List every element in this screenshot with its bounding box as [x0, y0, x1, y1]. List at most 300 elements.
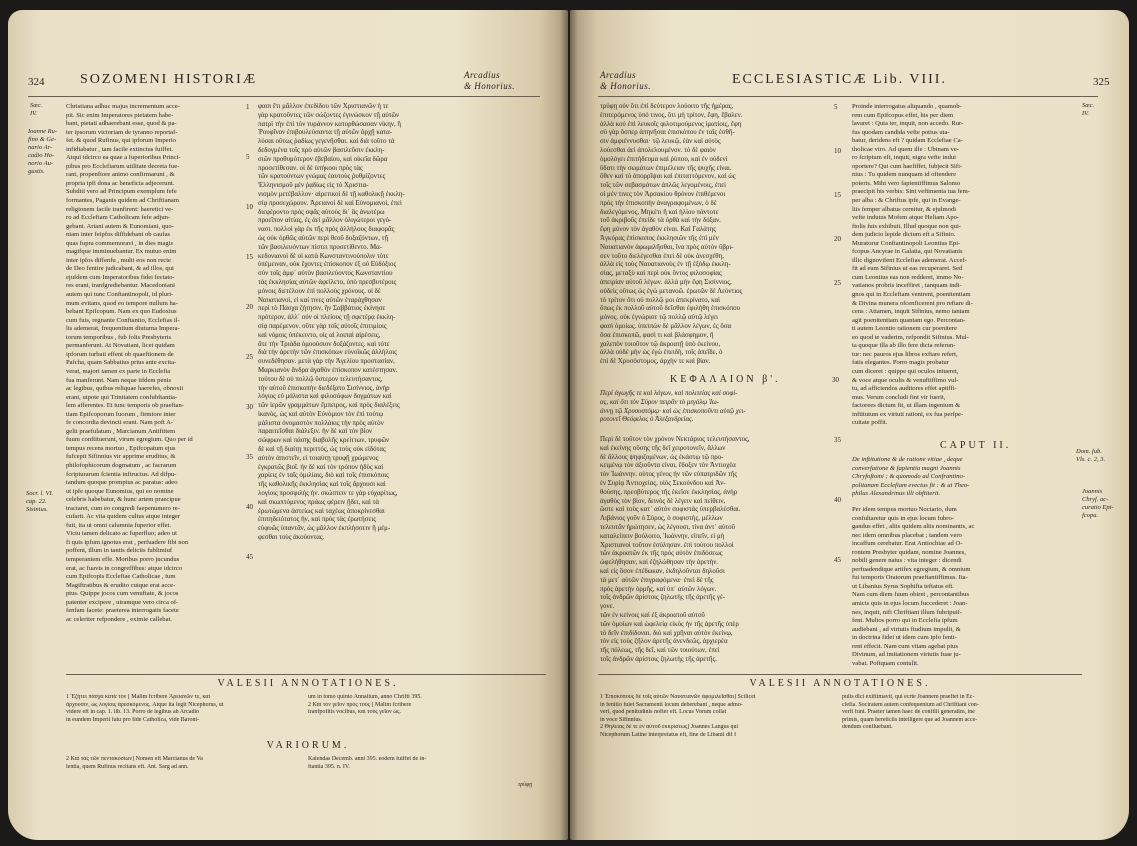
- text-line: τὰς ἐκκλησίας αὐτῶν ἀφείλετο, ὑπὸ πρεσβυτέροις: [258, 278, 397, 286]
- page-number: 325: [1093, 76, 1110, 88]
- text-line: patenter excipere , utramque vero circa of-: [66, 598, 179, 606]
- greek-column: [600, 103, 832, 369]
- text-line: λογίοις προσφιλὴς ἦν. σκώπτειν τε γὰρ εὐχαρίτως,: [258, 490, 398, 498]
- text-line: τῶν κρατούντων γνώμας ἑαυτοὺς ῥυθμίζοντες: [258, 173, 386, 181]
- text-line: ἐρωτώμενα ἀστείως καὶ ταχέως ἀποκρίνεσθαι: [258, 507, 385, 515]
- text-line: τρύφῃ οὖν ὅτι ἐπὶ δεύτερον λούοιτο τῆς ἡμέρας,: [600, 103, 734, 110]
- text-line: τοῖς τῶν σεβασμάτων ἁπλῶς λεγομένοις, ἐπεὶ: [600, 182, 726, 190]
- text-line: ti autem Leontio rationem cur poenitere: [852, 325, 957, 333]
- valesii-title: VALESII ANNOTATIONES.: [749, 678, 931, 689]
- text-line: fufcepit Sifinnius vir apprime eruditus, &: [66, 453, 176, 461]
- text-line: praecipit his verbis: Sint veftimenta tua fem-: [852, 188, 970, 196]
- line-number: 5: [834, 103, 838, 111]
- text-line: τελευτᾶν ἠρώτησεν, ὡς λέγουσι, τίνα ἀντ᾽ αὐτοῦ: [600, 523, 736, 531]
- text-line: fi quis ipfum ignotus erat , perfuadere fibi non: [66, 538, 189, 546]
- text-line: per alba : & Chriftus ipfe, qui in Evange-: [852, 197, 961, 205]
- text-line: ἀλλὰ εἰς τοὺς Ναυατιανοὺς ἐν τῇ ἐξόδῳ ἐκκλη-: [600, 261, 731, 269]
- text-line: πατρὶ τὴν ἐπὶ τὸν τυράννον κατορθώσασαν νίκην, ἣ: [258, 120, 402, 128]
- text-line: φασὶ ὁμοίως. ὑπειπὼν δὲ μᾶλλον λέγων, ἐς ὅσα: [600, 322, 732, 330]
- note-line: verfi funt. Praeter tamen haec de confilii generatim, ine: [842, 709, 975, 716]
- text-line: Ναυατιανοὶ, εἰ καί τινες αὐτῶν ἐταράχθησαν: [258, 296, 382, 304]
- text-line: Atqui idcirco ea quae a fuperioribus Princi-: [66, 154, 181, 162]
- text-line: Magiftratibus & erudito cuique erat acce-: [66, 581, 176, 589]
- text-line: σὺ γὰρ ὅσπερ ἀπηνῆσαι ἐπισκόπου ἐν ταῖς ἐσθῆ-: [600, 129, 735, 137]
- book-gutter: [560, 10, 578, 840]
- running-left: Arcadius & Honorius.: [600, 70, 652, 91]
- text-line: Ἀγκύρας ἐπίσκοπος ἐκκλησιῶν τῆς ἐπὶ μὲν: [600, 234, 719, 242]
- chapter-summary-latin: [852, 456, 1074, 502]
- text-line: lavaret : Quia ter, inquit, non accedo. Rur-: [852, 120, 964, 128]
- text-line: mus. Verum concludi fint vir fuerit,: [852, 393, 946, 401]
- text-line: νισμὸν μετέβαλλον· αἱρετικοὶ δὲ τῇ καθολικῇ ἐκκλη-: [258, 190, 405, 198]
- text-line: οὐδεὶς οὕτως ὡς ἐγὼ μετανοῶ. ἐρωτῶν δὲ Λεόντιος: [600, 287, 743, 295]
- line-number: 40: [246, 503, 253, 511]
- text-line: ἱκανὸς, ὡς καὶ αὐτὸν Εὐνόμιον τὸν ἐπὶ τούτῳ: [258, 410, 384, 418]
- text-line: Pafcha, quam Sabbatius prius ante excita-: [66, 359, 177, 367]
- running-title: ECCLESIASTICÆ Lib. VIII.: [732, 72, 947, 87]
- text-line: res erant, tranfgrediebantur. Macedoniani: [66, 282, 175, 290]
- text-line: τοῦ ἀκριβοῦς ἐπείδε τὰ ὀρθὰ καὶ τὴν δόξαν.: [600, 217, 721, 225]
- text-line: καὶ νόμοις ὑπέκειντο, οἷς αἱ λοιπαὶ αἱρέσεις,: [258, 331, 381, 339]
- note-line: 2 Καὶ τὸν γεῖον πρὸς τοὺς [ Malim fcribere: [308, 701, 412, 708]
- text-line: infidiabatur , tam facile extinctus fuiffet.: [66, 145, 173, 153]
- text-line: ac celeriter refpondere , eximie callebat.: [66, 615, 172, 623]
- latin-column: [66, 103, 242, 663]
- text-line: nius : Tu quidem nunquam id oftendere: [852, 171, 957, 179]
- note-line: in eundem Imperii fatu pro fide Catholica, vide Baroni-: [66, 716, 200, 723]
- text-line: vefte indutus Mofem atque Heliam Apo-: [852, 214, 960, 222]
- text-line: λόγιος εὖ μάλιστα καὶ φιλοσόφων δογμάτων καὶ: [258, 393, 392, 401]
- kephalaion-line-number: 30: [832, 376, 839, 384]
- text-line: τῶν ἐν κείνοις καὶ ἐξ ἀκροατοῦ αὐτοῦ: [600, 611, 705, 619]
- greek-column: [258, 103, 550, 663]
- text-line: θούσης, πρεσβύτερος τῆς ἐκεῖσε ἐκκλησίας, ἀνὴρ: [600, 488, 738, 496]
- text-line: ὅσα ἐπισκοπῶ, φασὶ τι καὶ βλάσφημον, ἢ: [600, 331, 714, 339]
- text-line: σιν ἀμφιέννυσθαι· τῷ λευκῷ, ἐὰν καὶ αὐτὸς: [600, 138, 721, 146]
- text-line: ftolis fuis exhibuit. Illud quoque non qui-: [852, 222, 961, 230]
- text-line: ἀγαθὸς τὸν βίον, δεινὸς δὲ λέγειν καὶ πείθειν,: [600, 497, 726, 505]
- page-number: 324: [28, 76, 45, 88]
- left-page: [8, 10, 568, 840]
- note-line: Nicephorum Latine interpretatus eft, fine de Libanii dif f: [600, 731, 737, 738]
- summary-line: politanam Ecclefiam evectus fit : & ut Theo-: [852, 481, 970, 489]
- text-line: τῶν ἀκροατῶν ἐκ τῆς πρὸς αὐτὸν ἐπιδόσεως: [600, 550, 723, 558]
- text-line: liis femper albatus cernitur, & ejulmodi: [852, 205, 957, 213]
- text-line: ter ipsorum victoriam de tyranno reportaf-: [66, 128, 178, 136]
- text-line: κειμένῳ τὸν ἀξιοῦντα εἶναι, ἔδοξεν τὸν Ἀντιοχέα: [600, 462, 736, 470]
- text-line: ta quoque illa ab illo fere dicta referun-: [852, 342, 956, 350]
- line-number: 35: [246, 453, 253, 461]
- text-line: propria ipfi dona ac beneficia adjecerunt.: [66, 179, 175, 187]
- text-line: χαρίεις ἐν ταῖς ὁμιλίαις, διὸ καὶ τοῖς ἐπισκόποις: [258, 472, 389, 480]
- summary-line: De inftitutione & de ratione vitiae , deque: [852, 456, 963, 463]
- text-line: ἀλλὰ κοὐ ἐπὶ λευκοῖς φιλοτιμούμενος ἱματίοις, ἔφη: [600, 120, 742, 128]
- summary-line: ροτονεῖ Θεόφιλος ὁ Ἀλεξανδρείας.: [600, 416, 694, 424]
- text-line: φασι ἔτι μᾶλλον ἐπεδίδου τῶν Χριστιανῶν ἡ τε: [258, 103, 389, 110]
- text-line: cufarit. Ac vita quidem cultus atque integer: [66, 513, 181, 521]
- text-line: ut Libanius Syrus Sophifta teftatus eft.: [852, 582, 954, 590]
- summary-line: converfatione & fapientia magni Joannis: [852, 464, 961, 472]
- text-line: σίας, μεταξὺ καὶ περὶ οὐκ ὄντος φιλοσοφίας: [600, 270, 722, 278]
- text-line: ptus. Quippe jocos cum venuftate, & jocos: [66, 590, 179, 598]
- note-line: veri, quod penitudinis nofter eft. Locus Vorum collat: [600, 709, 727, 716]
- text-line: Christiana adhuc majus incrementum acce-: [66, 103, 180, 110]
- open-book: [8, 10, 1129, 840]
- text-line: fua manferunt. Nam neque iifdem penis: [66, 376, 172, 384]
- text-line: fenfam facete: praeterea interrogatis facete: [66, 607, 179, 615]
- text-line: tractaret, cum eo congredi faepenumero re-: [66, 504, 180, 512]
- text-line: ac legibus, quibus reliquae haerefes, obnoxii: [66, 385, 184, 393]
- text-line: τὸν Ἰωάννην. οὗτος γένος ἦν τῶν εὐπατριδῶν τῆς: [600, 471, 738, 479]
- text-line: dem judicio lepide dictum eft a Sifinio.: [852, 231, 956, 239]
- margin-note-century: Sæc. IV.: [1082, 102, 1095, 117]
- text-line: καὶ ἐκείνης οὔσης τῆς δεῖ χειροτονεῖν, ἄλλων: [600, 444, 726, 452]
- right-page: [570, 10, 1129, 840]
- text-line: χαλεπὸν τοιοῦτον τῷ ἀκροατῇ ὑπὸ ἐκείνου,: [600, 340, 721, 348]
- text-line: oportere? Qui cum haefiffet, fubjecit Sifi-: [852, 162, 963, 170]
- text-line: διὰ τὴν ἀρετὴν τῶν ἐπισκόπων εὐνοϊκῶς ἀλλήλοις: [258, 349, 397, 357]
- text-line: gandus effet , aliis quidem aliis nominantis, ac: [852, 523, 975, 531]
- line-number: 1: [246, 103, 250, 111]
- valesii-notes-left: [66, 694, 302, 736]
- text-line: τῶν ἱερῶν γραμμάτων ἔμπειρος, καὶ πρὸς διαλέξεις: [258, 402, 400, 410]
- text-line: inter ipfos diffenfu , multi eos non recte: [66, 256, 171, 264]
- line-number: 15: [246, 253, 253, 261]
- text-line: rant, propenfiore animo confirmarunt , &: [66, 171, 175, 179]
- text-line: ὁμολόγει ἐπιτήδευμα καὶ ῥύπου, καὶ ἐν οὐδενὶ: [600, 155, 728, 163]
- note-line: ftantia 395. n. IV.: [308, 763, 350, 770]
- text-line: ro ad Ecclefiam Catholicam fefe adjun-: [66, 214, 171, 222]
- text-line: εὐφυῶς ὑπαντᾶν, ὡς μᾶλλον ἐκπλήσσειν ἢ μέμ-: [258, 525, 391, 533]
- chapter-text-greek: [600, 436, 832, 664]
- text-line: formantes, Paganis quidem ad Chriftianam: [66, 197, 179, 205]
- margin-note-century: Sæc. IV.: [30, 102, 43, 117]
- notes-rule: [66, 674, 546, 675]
- text-line: factorees dictum fit, ut illam ingenium &: [852, 402, 961, 410]
- text-line: torum temporibus , fub folis Presbyteris: [66, 333, 172, 341]
- text-line: fui temporis Oratorum praeftantiffimus. Ita-: [852, 574, 968, 582]
- text-line: τούτου δὲ οὐ πολλῷ ὕστερον τελευτήσαντος,: [258, 375, 383, 383]
- text-line: Χριστιανοὶ τοῦτον ἐσύλησαν. ἐπὶ τούτου πολλοὶ: [600, 541, 734, 549]
- text-line: φεσθαι τοὺς ἀκούοντας.: [258, 534, 325, 542]
- text-line: ὕδατι τὴν σωμάτων ἐπιμέλειαν τῆς ψυχῆς εἶναι.: [600, 164, 732, 172]
- text-line: διαλεγόμενος, Μηκέτι ἢ καὶ ἡλίου πάντοτε: [600, 208, 719, 216]
- latin-column: [852, 103, 1074, 431]
- text-line: ejufdem cum Imperatoribus fidei fectato-: [66, 273, 175, 281]
- variorum-notes-left: [66, 756, 302, 774]
- text-line: δεδογμένα τοῖς πρὸ αὐτῶν βασιλεῦσιν ἐκκλη-: [258, 146, 385, 154]
- line-number: 30: [246, 403, 253, 411]
- text-line: bebant Epifcopum. Nam ex quo Eudoxius: [66, 308, 177, 316]
- text-line: πρὸς ἀρετὴν ὁρμῆς, καὶ ὑπ᾽ αὐτῶν λόγων.: [600, 585, 717, 593]
- line-number: 5: [246, 153, 250, 161]
- text-line: quas fupra commemoravi , in dies magis: [66, 239, 174, 247]
- text-line: fent. Multos porro qui in Ecclefia ipfum: [852, 617, 958, 625]
- text-line: magifque imminuebantur. Ex mutuo enim: [66, 248, 177, 256]
- note-line: ἄρχουσιν, ὡς λογίοις ἀρεσκόμενος. Atque ita legit Nicephorus, ut: [66, 701, 224, 708]
- text-line: incaffum cerebatur. Erat Antiochiae ad O-: [852, 540, 963, 548]
- note-line: 1 Ἐπισκόπους δὲ τοῖς αὐτῶν Ναυατιανῶν ἀφομιλεῖσθαι] Scilicet: [600, 694, 756, 700]
- variorum-title: VARIORUM.: [266, 740, 350, 751]
- notes-rule: [598, 674, 1082, 675]
- text-line: σίᾳ προσεχώρουν. Ἀρειανοὶ δὲ καὶ Εὐνομιανοὶ, ἐπεὶ: [258, 199, 402, 207]
- running-right: Arcadius & Honorius.: [464, 70, 516, 91]
- text-line: de Deo fentire judicabant, & ad illos, qui: [66, 265, 174, 273]
- valesii-notes-right: [308, 694, 546, 736]
- note-line: in voce Sifinnius.: [600, 716, 643, 723]
- line-number: 35: [834, 436, 841, 444]
- greek-line-numbers: [834, 103, 848, 369]
- text-line: philofophicorum dogmatum , ac facrarum: [66, 461, 177, 469]
- text-line: & voce atque oculis & venuftiffimo vul-: [852, 376, 959, 384]
- note-line: 2 Θηλείας δὲ τε ἐν αὐτοῦ ἐκκρίσεως] Joannes Langus qui: [600, 724, 739, 731]
- text-line: cum diceret : quippe qui oculos intueret,: [852, 367, 959, 375]
- note-line: in fenitio fuiet Sacramenti locum deberebant , neque admo-: [600, 701, 743, 708]
- text-line: λύσαι οὕτως ῥαδίως γεγενῆσθαι. καὶ διὰ τοῦτο τὰ: [258, 138, 395, 146]
- text-line: vatianos probris inceffiret , tanquam indi-: [852, 282, 962, 290]
- text-line: οἱ μέν τινες τὸν Ἀρσακίου θρόνον ἐπιθέμενοι: [600, 190, 726, 198]
- note-line: um in tomo quinto Annalium, anno Chrifti 395.: [308, 694, 422, 700]
- text-line: fatis elegantes. Porro magis probatur: [852, 359, 949, 367]
- text-line: cum fuis, regnante Conftantio, Ecclefias il-: [66, 316, 180, 324]
- summary-line: ας, καὶ ὅτι τὸν Σύρον πειρᾶν τὸ μεγάλῳ Ἰω-: [600, 398, 720, 406]
- text-line: Ναυατιανὸν ἀφωμιλῆσθαι, ἵνα πρὸς αὐτὸν ὕβρι-: [600, 243, 734, 251]
- text-line: νασι. πολλοὶ γὰρ ἐκ τῆς πρὸς ἀλλήλους διαφορᾶς: [258, 226, 395, 234]
- text-line: lem afferentes. Et tunc temporis ob praeftan-: [66, 402, 184, 410]
- text-line: autem qui tunc Conftantinopoli, id pluri-: [66, 291, 174, 299]
- text-line: tempus recens mortuo , Epifcopatum ejus: [66, 444, 176, 452]
- text-line: pibus pro Ecclefiarum utilitate decreta fue-: [66, 162, 180, 170]
- note-line: 1 Ἐζήτει πάσχα κατὰ τὸν [ Malim fcribere Ἀρειανῶν τε, καὶ: [66, 694, 211, 700]
- text-line: Nam cum diem fuum obiret , percontantibus: [852, 591, 970, 599]
- text-line: Muratorur Conftantinopoli Leontius Epi-: [852, 239, 961, 247]
- text-line: μάλιστα ὀνομαστὸν πολλάκις τὴν πρὸς αὐτὸν: [258, 419, 384, 427]
- margin-note-date: Dom. fub. Vls. c. 2, 3.: [1076, 448, 1106, 463]
- text-line: nec idem omnibus placebat ; tandem vero: [852, 531, 962, 539]
- text-line: τοῖς ἀνδρῶν ἀρίστοις ζηλωτὴς τῆς ἀρετῆς.: [600, 655, 717, 663]
- text-line: bant, pietati adhaerebant esse, quod & pa-: [66, 120, 177, 128]
- text-line: διεφέροντο πρὸς σφᾶς αὐτοὺς δι᾽ ἃς ἀνωτέρω: [258, 208, 385, 216]
- summary-line: άννῃ τῷ Χρυσοστόμῳ· καὶ ὡς ἐπισκοποῦντι αὐτῷ χει-: [600, 407, 746, 415]
- note-line: Kalendas Decemb. anni 395. eodem fuiffet de in-: [308, 756, 427, 762]
- summary-line: philus Alexandrinus illi obftiterit.: [852, 490, 941, 498]
- text-line: in doctrina fidei ut idem cum ipfo fenti-: [852, 634, 957, 642]
- text-line: ὑπέμειναν, οὐκ ἔχοντες ἐπίσκοπον ἐξ οὗ Εὐδόξιος: [258, 261, 397, 269]
- text-line: fcopus Ancyrae in Galatia, qui Novatianis: [852, 248, 963, 256]
- text-line: δὲ καὶ τῇ διαίτῃ περιττός, ὡς τοὺς οὐκ εἰδότας: [258, 446, 386, 454]
- text-line: λούεσθαι ἀεὶ ἀπολελουμένον. τὸ δὲ φαιὸν: [600, 146, 716, 154]
- text-line: Λιβάνιος γοῦν ὁ Σύρος, ὁ σοφιστὴς, μέλλων: [600, 515, 723, 523]
- text-line: Ἑλληνισμοῦ μὲν ῥᾳδίως εἰς τὸ Χριστια-: [258, 182, 369, 190]
- text-line: verat, majori tamen ex parte in Ecclefia: [66, 367, 171, 375]
- text-line: ἔφη μόνον τὸν ἀγαθὸν εἶναι. Καὶ Γαλάτης: [600, 226, 716, 234]
- text-line: τὴν αὐτοῦ ἐπισκοπὴν διεδέξατο Σισίννιος, ἀνὴρ: [258, 384, 390, 392]
- text-line: cum Epifcopis Ecclefiae Catholicae , tum: [66, 573, 176, 581]
- text-line: fet. & quod Rufinus, qui ipforum Imperio: [66, 137, 176, 145]
- text-line: ἐπὶ δὲ Χρυσόστομος, ἀρχὴν τε καὶ βίαν.: [600, 358, 711, 366]
- line-number: 10: [834, 147, 841, 155]
- text-line: Ῥουφῖνον ἐπιβουλεύσαντα τῇ αὐτῶν ἀρχῇ κατα-: [258, 129, 393, 137]
- text-line: ἅτε τὴν Τριάδα ὁμοούσιον δοξάζοντες. καὶ τότε: [258, 340, 390, 348]
- text-line: αὐτὸν ἀπιστεῖν, εἰ τοιαύτῃ τρυφῇ χρώμενος: [258, 454, 379, 462]
- text-line: pit. Sic enim Imperatores pietatem habe-: [66, 111, 174, 119]
- text-line: tandum quoque promptus ac paratus: adeo: [66, 479, 178, 487]
- text-line: τὸ τρίτον ὅτι οὐ πολλῷ μοι ἀπεκρίνατο, καὶ: [600, 296, 721, 304]
- text-line: συνεδέθησαν. μετὰ γὰρ τὴν Ἀγελίου προστασίαν,: [258, 358, 395, 366]
- text-line: erat, ac fuavis in congreffibus: atque idcirco: [66, 564, 183, 572]
- text-line: ἀπειρίαν αὐτοῦ λέγων. ἀλλὰ μὴν ἔφη Σισίννιος,: [600, 278, 732, 286]
- margin-note-consuls: Ioanne Ru- fino & Ge- nario Ar- cadio Ho- norio Au- gustis.: [28, 128, 58, 175]
- chapter-line-numbers: [834, 436, 848, 664]
- text-line: Περὶ δὲ τοῦτον τὸν χρόνον Νεκτάριος τελευτήσαντος,: [600, 436, 750, 443]
- text-line: celebris habebatur, & hunc artem praecipue: [66, 496, 181, 504]
- text-line: περὶ τὸ Πάσχα ζήτησιν, ἣν Σαββάτιος ἐκίνησε: [258, 305, 386, 313]
- text-line: rem cum Epifcopus effet, his per diem: [852, 111, 954, 119]
- text-line: gelii praefulatum , Marcianum Antiftitem: [66, 427, 176, 435]
- note-line: tranfpofitis vocibus, καὶ τοὺς γεῖον ὡς.: [308, 709, 402, 716]
- text-line: erant, utpote qui Trinitatem confubftantia-: [66, 393, 178, 401]
- header-rule: [28, 96, 540, 97]
- margin-note-chrysostom: Joannis Chryf. ac- curatio Epi- fcopa.: [1082, 488, 1114, 519]
- text-line: fuit, ita ut omni calumnia fuperior effet.: [66, 521, 171, 529]
- text-line: σίᾳ παρέμενον. οὔτε γὰρ τοῖς αὐτοῖς ἐπιτιμίοις: [258, 322, 387, 330]
- line-number: 45: [246, 553, 253, 561]
- text-line: tur: nec pauros ejus libros exftare refert,: [852, 350, 958, 358]
- text-line: agit poenitentiam quantam ego. Percontan-: [852, 316, 966, 324]
- text-line: & Divina munera ofcenficerent pro reftare di-: [852, 299, 973, 307]
- running-title: SOZOMENI HISTORIÆ: [80, 72, 258, 87]
- text-line: ὠφελήθησαν, καὶ ἐζηλώθησαν τὴν ἀρετὴν.: [600, 559, 719, 567]
- valesii-title: VALESII ANNOTATIONES.: [217, 678, 399, 689]
- line-numbers: [246, 103, 258, 663]
- text-line: gnos qui in Ecclefiam venirent, poenitentiam: [852, 291, 971, 299]
- text-line: σιῶν προθυμότερον ἐβεβαίου, καὶ οἰκεῖα δῶρα: [258, 155, 388, 163]
- text-line: προεῖπον αἰτίας, ἐς ἀεὶ μᾶλλον ὀλιγώτεροι γεγό-: [258, 217, 392, 225]
- text-line: ἐπιτερόμενος ὑπό τινος, ὅτι μὴ τρίτον, ἔφη, ἔβαλεν.: [600, 111, 743, 119]
- text-line: τὰ μετ᾽ αὐτῶν ἐπιγραφόμενα· ἐπεὶ δὲ τῆς: [600, 576, 714, 584]
- text-line: ἐπιτηδειότατος ἦν, καὶ πρὸς τὰς ἐρωτήσεις: [258, 516, 376, 524]
- text-line: poteris. Mihi vero fapientiffimus Salomo: [852, 179, 961, 187]
- text-line: fuum conftituerunt, virum egregium. Quo per id: [66, 436, 193, 444]
- text-line: δὲ ἄλλους ψηφιζομένων, ὡς ἐκάστῳ τῷ προ-: [600, 453, 724, 461]
- text-line: μόνοις διετέλουν ἐπὶ πολλοὺς χρόνους. οἱ δὲ: [258, 287, 381, 295]
- text-line: Divinum, ad imitationem virtutis fuae ju-: [852, 651, 961, 659]
- line-number: 25: [246, 353, 253, 361]
- text-line: τοῖς ἀνδρῶν ἀρίστοις ζηλωτὴς τῆς ἀρετῆς γέ-: [600, 594, 726, 602]
- caput-heading: CAPUT II.: [940, 440, 1012, 451]
- text-line: fus quodam candida vefte potius uta-: [852, 128, 950, 136]
- text-line: σεν τοῦτο διελέγεσθαι ἐπεὶ δὲ οὐκ ἀνεσχέθη,: [600, 252, 724, 260]
- text-line: fit ad eum Sifinius ut eas recuperaret. Sed: [852, 265, 963, 273]
- text-line: tholicae viro. Ad quem ille : Ubinam ve-: [852, 145, 959, 153]
- note-line: 2 Καὶ τὰς τῶν πεντακοσίων] Nomen eft Marcianus de Va: [66, 756, 203, 762]
- summary-line: Περὶ ἀγωγῆς τε καὶ λόγων, καὶ πολιτείας καὶ σοφί-: [600, 390, 738, 397]
- text-line: cens : Attamen, inquit Sifinius, nemo tantam: [852, 308, 970, 316]
- margin-note-socrates: Socr. l. VI. cap. 22. Sisinius.: [26, 490, 54, 513]
- line-number: 45: [834, 556, 841, 564]
- text-line: ὥστε καὶ τοὺς κατ᾽ αὐτὸν σοφιστὰς ὑπερβαλέσθαι.: [600, 506, 741, 514]
- text-line: τὸ δεῖν ἐπιδίδοναι. διὸ καὶ χρῆναι αὐτὸν ἐκείνῳ,: [600, 629, 733, 637]
- text-line: γὰρ κρατοῦντες τῶν σώζοντες ἐγινώσκον τῇ αὐτῶν: [258, 111, 400, 119]
- text-line: σὺν τοῖς ἀμφ᾽ αὐτὸν βασιλεύοντος Κωνσταντίου: [258, 270, 393, 278]
- text-line: ὅθεν καὶ τὸ ἀπορρῖψαι καὶ ἐπιταττόμενον, καὶ ὡς: [600, 173, 736, 181]
- text-line: ut ipfe quoque Eunomius, qui eo nomine: [66, 487, 174, 495]
- text-line: ὅπως ἐκ πολλοῦ αὐτοῦ δεῖσθαι ἐφιλήθη ἐπισκόπου: [600, 305, 741, 313]
- text-line: καὶ σκωπτόμενος πράως φέρειν ᾔδει, καὶ τὰ: [258, 498, 379, 506]
- kephalaion-heading: ΚΕΦΑΛΑΙΟΝ β'.: [670, 374, 781, 385]
- text-line: gebant. Ariani autem & Eunomiani, quo-: [66, 222, 174, 230]
- text-line: audiebant , ad virtutis ftudium impulit, &: [852, 625, 961, 633]
- text-line: confultaretur quis in ejus locum fubro-: [852, 514, 954, 522]
- text-line: τὸν εἰς τοὺς ζῆλον ἀρετῆς ἀνενδεῶς, ἀρχιερέα: [600, 638, 728, 646]
- text-line: batur, deridens eft ? quidam Ecclefiae Ca-: [852, 137, 963, 145]
- text-line: niam inter feipfos diffidebant ob caufas: [66, 231, 171, 239]
- text-line: rontem Presbyter quidam, nomine Joannes,: [852, 548, 966, 556]
- note-line: pulis dici exiftimavit, qui ecrte Joannem praeftet in Ec-: [842, 694, 975, 700]
- line-number: 20: [246, 303, 253, 311]
- text-line: fcripturarum fcientia inftructus. Ad difpu-: [66, 470, 177, 478]
- text-line: σώφρων καὶ πάσης διαβολῆς κρείττων, τρυφῶν: [258, 437, 390, 445]
- text-line: Proinde interrogatus aliquando , quamob-: [852, 103, 962, 110]
- text-line: παραιτεῖσθαι διάλεξιν. ἦν δὲ καὶ τὸν βίον: [258, 428, 373, 436]
- text-line: τῶν ὁμοίων καὶ ὠφελείᾳ εἰκὸς ἦν τῆς ἀρετῆς ὑπὲρ: [600, 620, 739, 628]
- line-number: 15: [834, 191, 841, 199]
- line-number: 10: [246, 203, 253, 211]
- text-line: ipforum turbati effent ob quaeftionem de: [66, 350, 174, 358]
- text-line: ὡς οὐκ ὀρθῶς αὐτῶν περὶ θεοῦ δοξαζόντων, τῇ: [258, 234, 389, 242]
- text-line: eo quod te vaderim, refpondit Sifinius. Mul-: [852, 333, 969, 341]
- text-line: Victu tamen delicato ac fuperfluo; adeo ut: [66, 530, 177, 538]
- note-line: lentia, quem Rufinus recitans eft. Ant. Sarg ad ann.: [66, 763, 189, 770]
- text-line: inftitutum ex virtuti rationi, ex fua perfpe-: [852, 410, 964, 418]
- line-number: 25: [834, 279, 841, 287]
- note-line: videre eft in cap. 1. lib. 13. Porro de legibus ab Arcadio: [66, 709, 200, 716]
- text-line: πρότερον, ἀλλ᾽ οὖν οἱ πλείους τῇ σφετέρᾳ ἐκκλη-: [258, 314, 396, 322]
- text-line: τῆς πόλεως, τῆς δεῖ, καὶ τῶν τοιούτων, ἐπεὶ: [600, 647, 720, 655]
- valesii-notes-left: [600, 694, 836, 744]
- text-line: permanferunt. At Novatiani, licet quidam: [66, 342, 175, 350]
- text-line: cuitate poffit.: [852, 419, 888, 427]
- note-line: dendum confluebant.: [842, 724, 893, 731]
- text-line: fe concordia devincti erant. Nam poft A-: [66, 419, 174, 427]
- text-line: tu, ad afficiendos auditores effet aptiffi-: [852, 385, 957, 393]
- text-line: rent effecit. Nam cum vitam agebat pius: [852, 642, 958, 650]
- chapter-summary-greek: [600, 390, 832, 430]
- text-line: cum Leontius eas non redderet, immo No-: [852, 273, 964, 281]
- text-line: perfuadendique artifex egregium, & omnium: [852, 565, 971, 573]
- text-line: illic dignovifent Ecclefias ademerat. Accef-: [852, 256, 967, 264]
- line-number: 20: [834, 235, 841, 243]
- text-line: ro fcriptum eft, inquit, nigra vefte indui: [852, 154, 957, 162]
- text-line: vabat. Poftquam contulit.: [852, 659, 919, 667]
- text-line: ἐν Συρίᾳ Ἀντιοχείας, υἱὸς Σεκούνδου καὶ Ἀν-: [600, 479, 726, 487]
- text-line: lis ademerat, frequentium diuturna Impera-: [66, 325, 180, 333]
- line-number: 40: [834, 496, 841, 504]
- text-line: πρὸς τὴν ἐπισκοπὴν ἀναγραφομένων, ὁ δὲ: [600, 199, 717, 207]
- text-line: mum evitans, quod eo tempore nullum ha-: [66, 299, 178, 307]
- text-line: nes, inquit, nifi Chriftiani illum fubripuif-: [852, 608, 963, 616]
- summary-line: Chryfoftomi ; & quomodo ad Confrantino-: [852, 473, 966, 481]
- chapter-text-latin: [852, 506, 1074, 670]
- text-line: τῶν βασιλευόντων πίστει προσετίθεντο. Μα-: [258, 243, 383, 251]
- text-line: καὶ εἰς ὅσον ἐπέδωκαν, ἐκδηλοῦνται δηλοῦσι: [600, 567, 725, 575]
- text-line: temperantem effe. Moribus porro jucundus: [66, 555, 180, 563]
- variorum-notes-right: [308, 756, 546, 774]
- text-line: poffent, illum in tantis deliciis fublimiuf: [66, 547, 173, 555]
- text-line: amicis quis in ejus locum fuccederet : Joan-: [852, 600, 968, 608]
- note-line: clefia. Sociratem autem confequenium ad Chriftiani con-: [842, 701, 979, 708]
- text-line: προσετίθεσαν. οἱ δὲ ὑπήκοοι πρὸς τὰς: [258, 164, 363, 172]
